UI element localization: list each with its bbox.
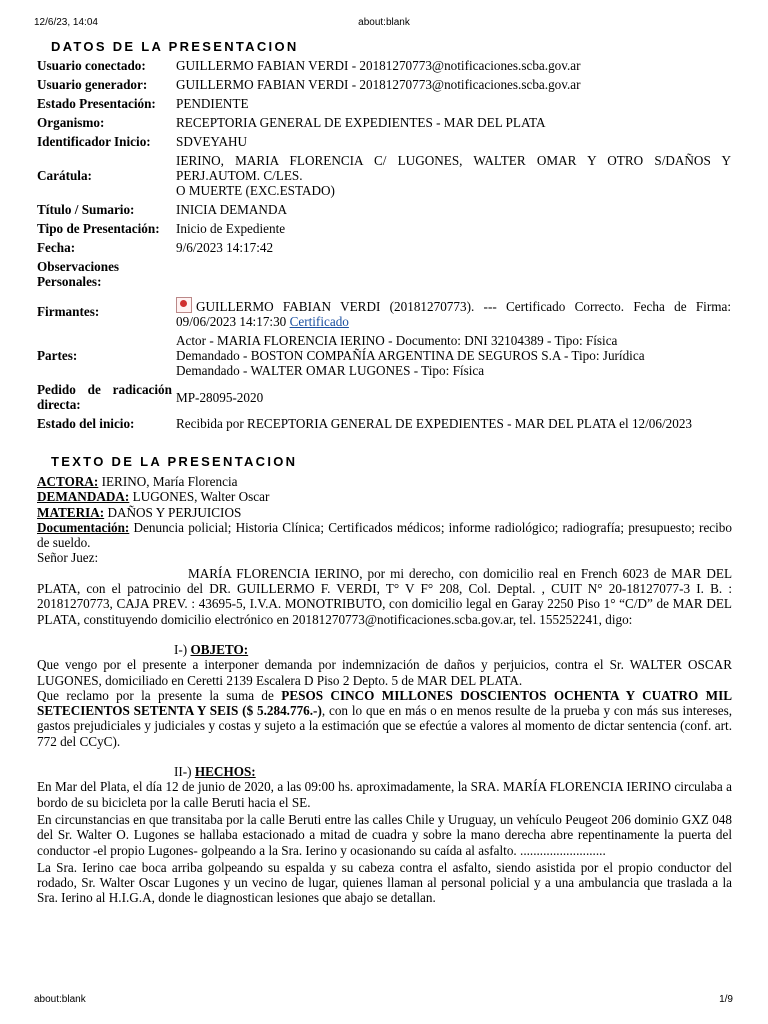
actora-line xyxy=(37,474,732,489)
print-footer xyxy=(0,994,768,1008)
value-titulo: INICIA DEMANDA xyxy=(176,202,287,217)
print-url: about:blank xyxy=(358,17,410,28)
demandada-line xyxy=(37,489,732,504)
value-estado-presentacion: PENDIENTE xyxy=(176,96,249,111)
value-observaciones xyxy=(174,257,733,291)
label-partes: Partes: xyxy=(37,348,78,363)
objeto-title: OBJETO: xyxy=(190,641,249,657)
objeto-paragraph-1: Que vengo por el presente a interponer demanda por indemnización de daños y perjuicios, contra el Sr. WALTER OSCAR LUGONES, domiciliado en Ceretti 2139 Escalera D Piso 2 Depto. 5 de MAR DEL PLATA. xyxy=(37,657,732,688)
hechos-title: HECHOS: xyxy=(194,764,256,780)
documentacion-label: Documentación: xyxy=(37,519,130,535)
parte-actor: Actor - MARIA FLORENCIA IERINO - Documento: DNI 32104389 - Tipo: Física xyxy=(176,333,618,348)
value-caratula xyxy=(174,151,733,200)
demandada-label: DEMANDADA: xyxy=(37,489,130,505)
value-estado-inicio: Recibida por RECEPTORIA GENERAL DE EXPEDIENTES - MAR DEL PLATA el 12/06/2023 xyxy=(176,416,693,431)
print-header xyxy=(0,17,768,31)
certificate-icon xyxy=(176,297,192,313)
parte-demandado-1: Demandado - BOSTON COMPAÑÍA ARGENTINA DE SEGUROS S.A - Tipo: Jurídica xyxy=(176,348,645,363)
row-identificador-inicio xyxy=(35,132,733,151)
row-pedido-radicacion xyxy=(35,380,733,414)
materia-label: MATERIA: xyxy=(37,504,105,520)
hechos-paragraph-3: La Sra. Ierino cae boca arriba golpeando su espalda y su cabeza contra el asfalto, siendo asistida por el propio conductor del rodado, Sr. Walter Oscar Lugones y un vecino de lugar, quienes llaman al personal policial y a una ambulancia que traslada a la Sra. Ierino al H.I.G.A, donde le diagnostican lesiones que abajo se detallan. xyxy=(37,859,732,906)
label-identificador-inicio: Identificador Inicio: xyxy=(37,134,151,149)
row-observaciones xyxy=(35,257,733,291)
hechos-heading xyxy=(37,764,732,779)
hechos-number: II-) xyxy=(174,764,195,780)
row-partes xyxy=(35,331,733,380)
label-fecha: Fecha: xyxy=(37,240,76,255)
hechos-paragraph-2: En circunstancias en que transitaba por la calle Beruti entre las calles Chile y Uruguay, un vehículo Peugeot 206 dominio GXZ 048 del Sr. Walter O. Lugones se hallaba estacionado a mitad de cuadra y sobre la mano derecha abre repentinamente la puerta del conductor -el propio Lugones- golpeando a la Sra. Ierino y ocasionando su caída al asfalto. .......................... xyxy=(37,811,732,858)
label-usuario-conectado: Usuario conectado: xyxy=(37,58,146,73)
objeto-p2-start: Que reclamo por la presente la suma de xyxy=(37,687,282,703)
print-datetime: 12/6/23, 14:04 xyxy=(34,17,98,28)
certificado-link[interactable]: Certificado xyxy=(289,314,349,329)
objeto-heading xyxy=(37,642,732,657)
objeto-p2-end: , con lo que en más o en menos resulte de la prueba y con más sus intereses, gastos prejudiciales y judiciales y costas y sujeto a la estimación que se efectúe a valores al momento de dictar sentencia (conf. art. 772 del CCyC). xyxy=(37,703,732,749)
objeto-paragraph-2 xyxy=(37,688,732,749)
value-tipo-presentacion: Inicio de Expediente xyxy=(176,221,286,236)
label-titulo: Título / Sumario: xyxy=(37,202,135,217)
label-estado-presentacion: Estado Presentación: xyxy=(37,96,156,111)
firmantes-text: GUILLERMO FABIAN VERDI (20181270773). --- Certificado Correcto. Fecha de Firma: 09/06/2023 14:17:30 xyxy=(176,299,731,329)
footer-url: about:blank xyxy=(34,994,86,1005)
label-organismo: Organismo: xyxy=(37,115,105,130)
value-usuario-generador: GUILLERMO FABIAN VERDI - 20181270773@notificaciones.scba.gov.ar xyxy=(176,77,581,92)
row-caratula xyxy=(35,151,733,200)
demandada-value: LUGONES, Walter Oscar xyxy=(129,489,270,505)
value-firmantes xyxy=(174,291,733,331)
documentacion-value: Denuncia policial; Historia Clínica; Certificados médicos; informe radiológico; radiografía; presupuesto; recibo de sueldo. xyxy=(37,519,732,551)
value-identificador-inicio: SDVEYAHU xyxy=(176,134,248,149)
row-organismo xyxy=(35,113,733,132)
row-firmantes xyxy=(35,291,733,331)
hechos-paragraph-1: En Mar del Plata, el día 12 de junio de 2020, a las 09:00 hs. aproximadamente, la SRA. MARÍA FLORENCIA IERINO circulaba a bordo de su bicicleta por la calle Beruti hacia el SE. xyxy=(37,779,732,810)
actora-label: ACTORA: xyxy=(37,474,99,489)
section-title-texto: TEXTO DE LA PRESENTACION xyxy=(51,454,298,469)
row-titulo xyxy=(35,200,733,219)
presentation-text xyxy=(37,474,732,906)
value-partes xyxy=(174,331,733,380)
row-estado-inicio xyxy=(35,414,733,433)
actora-value: IERINO, María Florencia xyxy=(98,474,238,489)
row-tipo-presentacion xyxy=(35,219,733,238)
label-firmantes: Firmantes: xyxy=(37,303,100,319)
materia-value: DAÑOS Y PERJUICIOS xyxy=(104,504,242,520)
label-pedido-radicacion: Pedido de radicación directa: xyxy=(37,382,172,412)
objeto-number: I-) xyxy=(174,641,191,657)
materia-line xyxy=(37,505,732,520)
caratula-line-1: IERINO, MARIA FLORENCIA C/ LUGONES, WALTER OMAR Y OTRO S/DAÑOS Y PERJ.AUTOM. C/LES. xyxy=(176,153,731,183)
saludo: Señor Juez: xyxy=(37,550,99,566)
label-estado-inicio: Estado del inicio: xyxy=(37,416,135,431)
page-number: 1/9 xyxy=(719,994,733,1005)
presentacion-paragraph: MARÍA FLORENCIA IERINO, por mi derecho, con domicilio real en French 6023 de MAR DEL PLATA, con el patrocinio del DR. GUILLERMO F. VERDI, T° V F° 208, Col. Deptal. , CUIT N° 20-18127077-3 I. B. : 20181270773, CAJA PREV. : 43695-5, I.V.A. MONOTRIBUTO, con domicilio legal en Garay 2250 Piso 1° “C/D” de MAR DEL PLATA, constituyendo domicilio electrónico en 20181270773@notificaciones.scba.gov.ar, tel. 155252241, digo: xyxy=(37,565,732,627)
caratula-line-2: O MUERTE (EXC.ESTADO) xyxy=(176,183,335,198)
label-usuario-generador: Usuario generador: xyxy=(37,77,148,92)
parte-demandado-2: Demandado - WALTER OMAR LUGONES - Tipo: Física xyxy=(176,363,485,378)
section-title-datos: DATOS DE LA PRESENTACION xyxy=(51,39,299,54)
documentacion-line xyxy=(37,520,732,551)
value-usuario-conectado: GUILLERMO FABIAN VERDI - 20181270773@notificaciones.scba.gov.ar xyxy=(176,58,581,73)
row-fecha xyxy=(35,238,733,257)
objeto-amount: PESOS CINCO MILLONES DOSCIENTOS OCHENTA Y CUATRO MIL SETECIENTOS SETENTA Y SEIS ($ 5.284.776.-) xyxy=(37,687,732,719)
presentation-data-table xyxy=(35,56,733,433)
label-caratula: Carátula: xyxy=(37,168,92,183)
value-organismo: RECEPTORIA GENERAL DE EXPEDIENTES - MAR DEL PLATA xyxy=(176,115,546,130)
label-observaciones: Observaciones Personales: xyxy=(37,259,120,289)
row-usuario-conectado xyxy=(35,56,733,75)
value-pedido-radicacion: MP-28095-2020 xyxy=(176,389,264,405)
row-estado-presentacion xyxy=(35,94,733,113)
row-usuario-generador xyxy=(35,75,733,94)
label-tipo-presentacion: Tipo de Presentación: xyxy=(37,221,160,236)
value-fecha: 9/6/2023 14:17:42 xyxy=(176,240,274,255)
